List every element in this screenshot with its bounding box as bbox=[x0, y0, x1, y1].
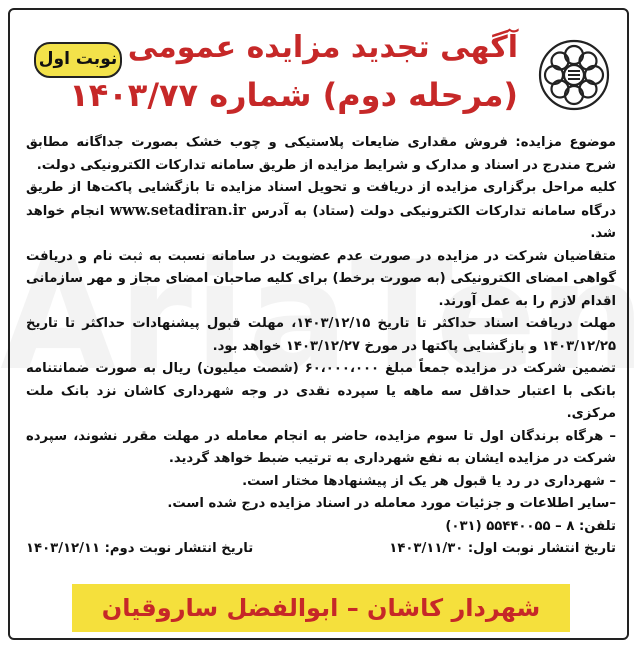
signature-banner: شهردار کاشان – ابوالفضل ساروقیان bbox=[72, 584, 570, 632]
second-publish-date: تاریخ انتشار نوبت دوم: ۱۴۰۳/۱۲/۱۱ bbox=[26, 541, 254, 556]
turn-badge: نوبت اول bbox=[34, 42, 122, 78]
first-publish-date: تاریخ انتشار نوبت اول: ۱۴۰۳/۱۱/۳۰ bbox=[389, 541, 616, 556]
process-text: کلیه مراحل برگزاری مزایده از دریافت و تحویل اسناد مزایده تا بازگشایی پاکت‌ها از طریق درگاه سامانه تدارکات الکترونیکی دولت (ستاد) به آدرس bbox=[26, 180, 617, 219]
ad-header bbox=[10, 10, 629, 130]
guarantee-paragraph: تضمین شرکت در مزایده جمعاً مبلغ ۶۰،۰۰۰،۰۰۰ (شصت میلیون) ریال به صورت ضمانتنامه بانکی با اعتبار حداقل سه ماهه یا سپرده نقدی در وجه شهرداری کاشان نزد بانک ملت مرکزی. bbox=[26, 361, 616, 421]
kashan-municipality-logo-icon bbox=[535, 36, 613, 114]
ad-frame bbox=[8, 8, 629, 640]
registration-paragraph: متقاضیان شرکت در مزایده در صورت عدم عضویت در سامانه نسبت به ثبت نام و دریافت گواهی امضای الکترونیکی (به صورت برخط) برای کلیه صاحبان امضای مجاز و مهر سازمانی اقدام لازم را به عمل آورند. bbox=[26, 248, 616, 309]
publish-dates bbox=[26, 538, 616, 561]
setad-link[interactable]: www.setadiran.ir bbox=[109, 201, 246, 219]
page-subtitle: (مرحله دوم) شماره ۱۴۰۳/۷۷ bbox=[69, 76, 518, 114]
deadline-paragraph: مهلت دریافت اسناد حداکثر تا تاریخ ۱۴۰۳/۱۲/۱۵، مهلت قبول پیشنهادات حداکثر تا تاریخ ۱۴۰۳/۱۲/۲۵ و بازگشایی پاکتها در مورخ ۱۴۰۳/۱۲/۲۷ خواهد بود. bbox=[26, 316, 616, 354]
ad-body bbox=[26, 132, 616, 561]
process-text-end: انجام خواهد شد. bbox=[26, 203, 616, 241]
details-paragraph: –سایر اطلاعات و جزئیات مورد معامله در اسناد مزایده درج شده است. bbox=[167, 496, 616, 511]
page-title: آگهی تجدید مزایده عمومی bbox=[127, 30, 518, 65]
phone-line: تلفن: ۸ – ۵۵۴۴۰۰۵۵ (۰۳۱) bbox=[445, 518, 616, 534]
forfeit-paragraph: – هرگاه برندگان اول تا سوم مزایده، حاضر به انجام معامله در مهلت مقرر نشوند، سپرده شرکت در مزایده ایشان به نفع شهرداری به ترتیب ضبط خواهد گردید. bbox=[26, 428, 616, 466]
subject-paragraph: موضوع مزایده: فروش مقداری ضایعات پلاستیکی و چوب خشک بصورت جداگانه مطابق شرح مندرج در اسناد و مدارک و شرایط مزایده از طریق سامانه تدارکات الکترونیکی دولت. bbox=[26, 135, 616, 173]
process-paragraph bbox=[26, 177, 616, 246]
rights-paragraph: – شهرداری در رد یا قبول هر یک از پیشنهادها مختار است. bbox=[242, 473, 616, 489]
